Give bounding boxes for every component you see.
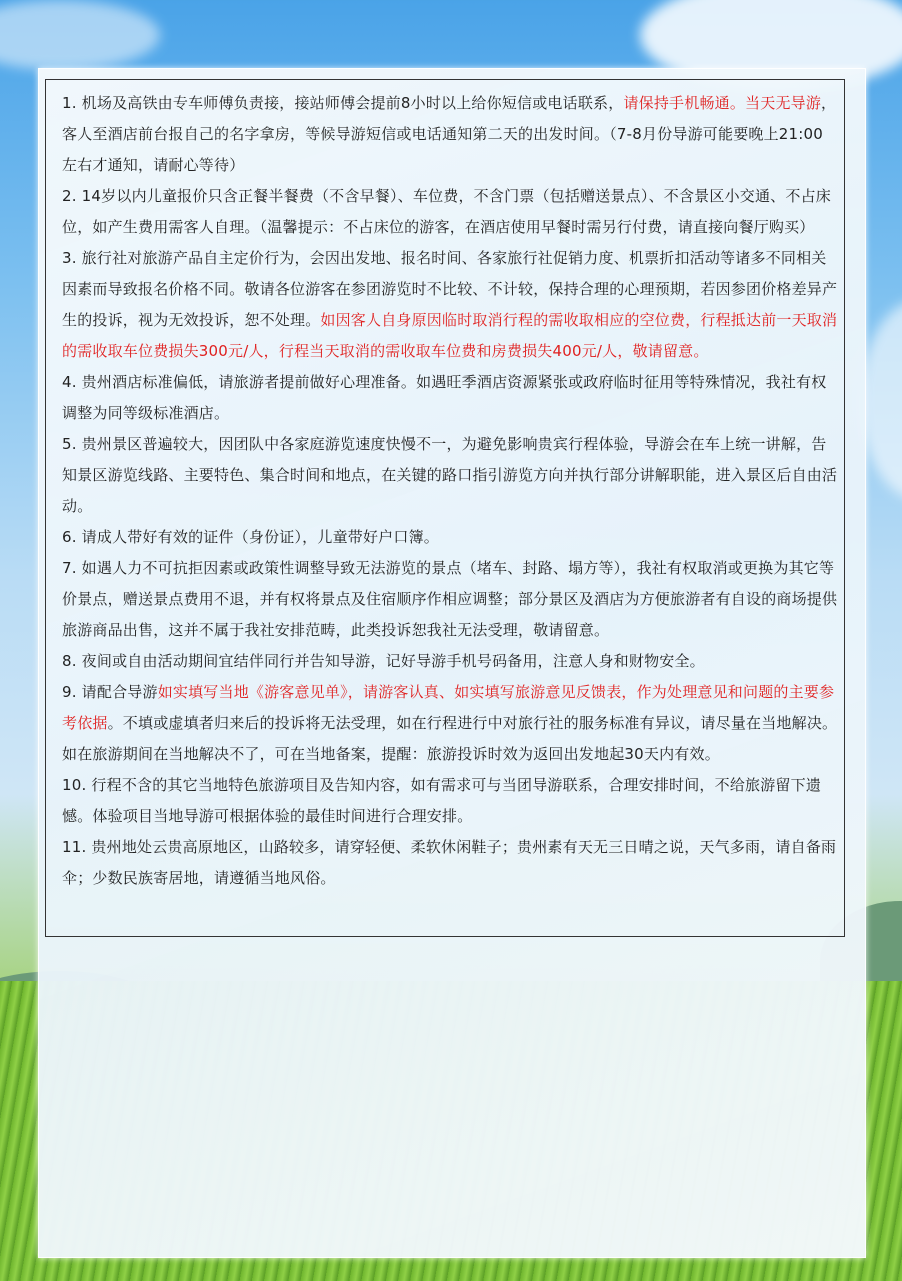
notice-item-7: 7. 如遇人力不可抗拒因素或政策性调整导致无法游览的景点（堵车、封路、塌方等），我社有权取消或更换为其它等价景点，赠送景点费用不退，并有权将景点及住宿顺序作相应调整；部分景区及酒店为方便旅游者有自设的商场提供旅游商品出售，这并不属于我社安排范畴，此类投诉恕我社无法受理，敬请留意。 bbox=[62, 559, 838, 639]
cloud-decoration bbox=[860, 300, 902, 500]
notice-item-1: 1. 机场及高铁由专车师傅负责接，接站师傅会提前8小时以上给你短信或电话联系，请保持手机畅通。当天无导游，客人至酒店前台报自己的名字拿房，等候导游短信或电话通知第二天的出发时间。（7-8月份导游可能要晚上21:00左右才通知，请耐心等待） bbox=[62, 94, 837, 174]
notice-item-5: 5. 贵州景区普遍较大，因团队中各家庭游览速度快慢不一，为避免影响贵宾行程体验，导游会在车上统一讲解，告知景区游览线路、主要特色、集合时间和地点，在关键的路口指引游览方向并执行部分讲解职能，进入景区后自由活动。 bbox=[62, 435, 838, 515]
notice-item-10: 10. 行程不含的其它当地特色旅游项目及告知内容，如有需求可与当团导游联系，合理安排时间，不给旅游留下遗憾。体验项目当地导游可根据体验的最佳时间进行合理安排。 bbox=[62, 776, 822, 825]
notice-item-4: 4. 贵州酒店标准偏低，请旅游者提前做好心理准备。如遇旺季酒店资源紧张或政府临时征用等特殊情况，我社有权调整为同等级标准酒店。 bbox=[62, 373, 827, 422]
notice-item-11: 11. 贵州地处云贵高原地区，山路较多，请穿轻便、柔软休闲鞋子；贵州素有天无三日晴之说，天气多雨，请自备雨伞；少数民族寄居地，请遵循当地风俗。 bbox=[62, 838, 837, 887]
cloud-decoration bbox=[0, 0, 160, 70]
notice-item-9: 9. 请配合导游如实填写当地《游客意见单》，请游客认真、如实填写旅游意见反馈表，作为处理意见和问题的主要参考依据。不填或虚填者归来后的投诉将无法受理，如在行程进行中对旅行社的服务标准有异议，请尽量在当地解决。如在旅游期间在当地解决不了，可在当地备案，提醒：旅游投诉时效为返回出发地起30天内有效。 bbox=[62, 683, 838, 763]
notice-list bbox=[45, 79, 845, 937]
notice-item-6: 6. 请成人带好有效的证件（身份证），儿童带好户口簿。 bbox=[62, 528, 439, 546]
notice-item-8: 8. 夜间或自由活动期间宜结伴同行并告知导游，记好导游手机号码备用，注意人身和财物安全。 bbox=[62, 652, 705, 670]
notice-item-2: 2. 14岁以内儿童报价只含正餐半餐费（不含早餐）、车位费，不含门票（包括赠送景点）、不含景区小交通、不占床位，如产生费用需客人自理。（温馨提示：不占床位的游客，在酒店使用早餐时需另行付费，请直接向餐厅购买） bbox=[62, 187, 831, 236]
notice-item-3: 3. 旅行社对旅游产品自主定价行为，会因出发地、报名时间、各家旅行社促销力度、机票折扣活动等诸多不同相关因素而导致报名价格不同。敬请各位游客在参团游览时不比较、不计较，保持合理的心理预期，若因参团价格差异产生的投诉，视为无效投诉，恕不处理。如因客人自身原因临时取消行程的需收取相应的空位费，行程抵达前一天取消的需收取车位费损失300元/人，行程当天取消的需收取车位费和房费损失400元/人，敬请留意。 bbox=[62, 249, 838, 360]
